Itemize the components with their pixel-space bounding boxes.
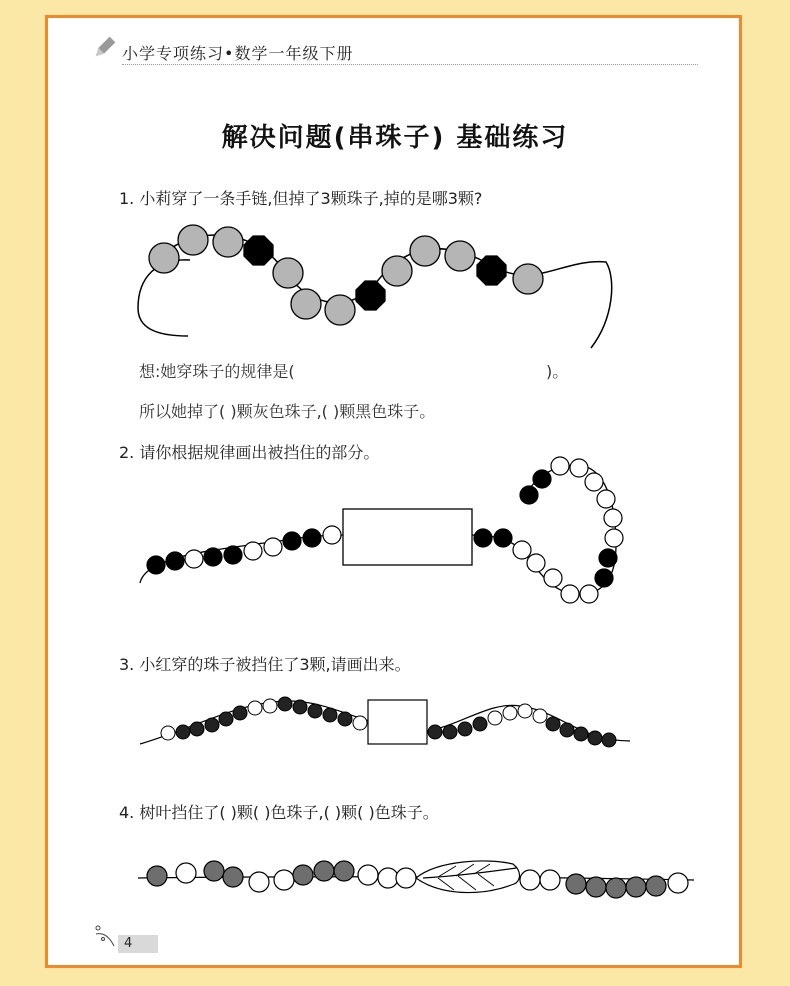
pencil-icon <box>92 36 116 60</box>
series-title: 小学专项练习•数学一年级下册 <box>122 44 354 63</box>
page-number: 4 <box>118 935 158 953</box>
leaf-icon <box>416 861 520 893</box>
bead-leaf-figure <box>138 858 698 908</box>
swirl-icon <box>94 924 118 948</box>
answer-line-1-end: )。 <box>546 362 569 381</box>
question-3: 3. 小红穿的珠子被挡住了3颗,请画出来。 <box>119 655 411 674</box>
hidden-beads-box <box>368 700 427 744</box>
page-title: 解决问题(串珠子) 基础练习 <box>221 123 569 153</box>
hidden-part-box <box>343 509 472 565</box>
question-2: 2. 请你根据规律画出被挡住的部分。 <box>119 443 380 462</box>
question-4: 4. 树叶挡住了( )颗( )色珠子,( )颗( )色珠子。 <box>119 803 439 822</box>
answer-line-1: 想:她穿珠子的规律是( <box>139 362 295 381</box>
black-bead <box>244 236 273 265</box>
bracelet-figure <box>136 218 636 358</box>
bead-wave-figure <box>140 696 640 756</box>
bead-string-loop-figure <box>136 455 656 615</box>
header-divider <box>122 64 698 65</box>
answer-line-2: 所以她掉了( )颗灰色珠子,( )颗黑色珠子。 <box>139 402 436 421</box>
question-1: 1. 小莉穿了一条手链,但掉了3颗珠子,掉的是哪3颗? <box>119 189 483 208</box>
